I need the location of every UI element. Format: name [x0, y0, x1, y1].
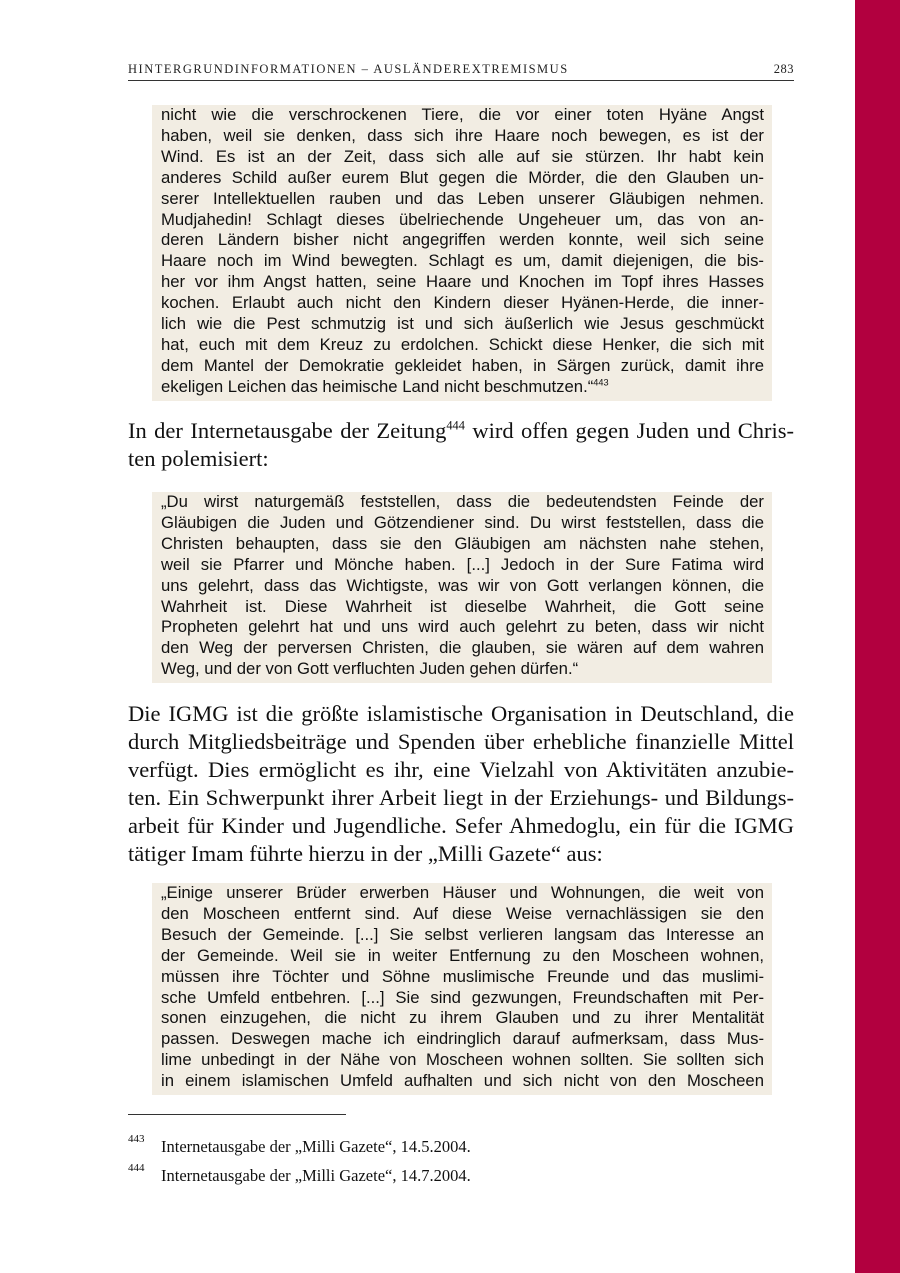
paragraph-line: Die IGMG ist die größte islamistische Organisation in Deutschland, die — [128, 701, 794, 726]
quote-line: haben, weil sie denken, dass sich ihre Haare noch bewegen, es ist der — [161, 125, 764, 145]
quote-block-1 — [152, 105, 772, 401]
footnote-number: 443 — [128, 1133, 145, 1145]
quote-line: den Weg der perversen Christen, die glauben, sie wären auf dem wahren — [161, 638, 764, 658]
paragraph-line — [128, 417, 794, 445]
quote-line: Besuch der Gemeinde. [...] Sie selbst verlieren langsam das Interesse an — [161, 924, 764, 944]
footnote-ref-443[interactable]: 443 — [593, 377, 609, 388]
quote-line: „Einige unserer Brüder erwerben Häuser und Wohnungen, die weit von — [161, 883, 764, 902]
running-header — [128, 62, 794, 81]
quote-line: Christen behaupten, dass sie den Gläubigen am nächsten nahe stehen, — [161, 533, 764, 553]
paragraph-line: durch Mitgliedsbeiträge und Spenden über erhebliche finanzielle Mittel — [128, 729, 794, 754]
quote-line: Haare noch im Wind bewegten. Schlagt es um, damit diejenigen, die bis- — [161, 251, 764, 271]
quote-line: sche Umfeld entbehren. [...] Sie sind gezwungen, Freundschaften mit Per- — [161, 987, 764, 1007]
footnote-text: Internetausgabe der „Milli Gazete“, 14.7.2004. — [161, 1166, 471, 1185]
quote-line: den Moscheen entfernt sind. Auf diese Weise vernachlässigen sie den — [161, 903, 764, 923]
quote-line: Gläubigen die Juden und Götzendiener sind. Du wirst feststellen, dass die — [161, 512, 764, 532]
paragraph-line: verfügt. Dies ermöglicht es ihr, eine Vielzahl von Aktivitäten anzubie- — [128, 757, 794, 782]
paragraph-text: In der Internetausgabe der Zeitung — [128, 418, 447, 443]
quote-line: Wahrheit ist. Diese Wahrheit ist dieselbe Wahrheit, die Gott seine — [161, 596, 764, 616]
body-paragraph-1 — [128, 417, 794, 473]
paragraph-line: ten polemisiert: — [128, 446, 269, 471]
page-number: 283 — [773, 62, 794, 76]
footnote-ref-444[interactable]: 444 — [446, 418, 465, 433]
quote-line: in einem islamischen Umfeld aufhalten und sich nicht von den Moscheen — [161, 1071, 764, 1091]
side-color-band — [855, 0, 900, 1273]
quote-line — [161, 377, 764, 398]
quote-line: Wind. Es ist an der Zeit, dass sich alle auf sie stürzen. Ihr habt kein — [161, 146, 764, 166]
quote-line: weil sie Pfarrer und Mönche haben. [...] Jedoch in der Sure Fatima wird — [161, 554, 764, 574]
header-title: HINTERGRUNDINFORMATIONEN – AUSLÄNDEREXTREMISMUS — [128, 62, 569, 76]
quote-block-2 — [152, 492, 772, 683]
quote-line: deren Ländern bisher nicht angegriffen werden konnte, weil sich seine — [161, 230, 764, 250]
quote-line: Mudjahedin! Schlagt dieses übelriechende Ungeheuer um, das von an- — [161, 209, 764, 229]
quote-line: sonen einzugehen, die nicht zu ihrem Glauben und zu ihrer Mentalität — [161, 1008, 764, 1028]
footnote-divider — [128, 1114, 346, 1115]
footnote-number: 444 — [128, 1162, 145, 1174]
quote-line: lime unbedingt in der Nähe von Moscheen wohnen sollten. Sie sollten sich — [161, 1050, 764, 1070]
paragraph-line: arbeit für Kinder und Jugendliche. Sefer Ahmedoglu, ein für die IGMG — [128, 813, 794, 838]
quote-line: lich wie die Pest schmutzig ist und sich äußerlich wie Jesus geschmückt — [161, 314, 764, 334]
quote-text: ekeligen Leichen das heimische Land nicht beschmutzen.“ — [161, 376, 594, 396]
paragraph-text: wird offen gegen Juden und Chris- — [464, 418, 794, 443]
quote-line: Propheten gelehrt hat und uns wird auch gelehrt zu beten, dass wir nicht — [161, 617, 764, 637]
quote-line: serer Intellektuellen rauben und das Leben unserer Gläubigen nehmen. — [161, 188, 764, 208]
footnote-text: Internetausgabe der „Milli Gazete“, 14.5.2004. — [161, 1137, 471, 1156]
quote-line: müssen ihre Töchter und Söhne muslimische Freunde und das muslimi- — [161, 966, 764, 986]
quote-line: hat, euch mit dem Kreuz zu erdolchen. Schickt diese Henker, die sich mit — [161, 334, 764, 354]
quote-line: „Du wirst naturgemäß feststellen, dass die bedeutendsten Feinde der — [161, 492, 764, 511]
quote-block-3 — [152, 883, 772, 1095]
paragraph-line: tätiger Imam führte hierzu in der „Milli Gazete“ aus: — [128, 841, 603, 866]
quote-line: dem Mantel der Demokratie gekleidet haben, in Särgen zurück, damit ihre — [161, 355, 764, 375]
quote-line: Weg, und der von Gott verfluchten Juden gehen dürfen.“ — [161, 659, 579, 679]
quote-line: anderes Schild außer eurem Blut gegen die Mörder, die den Glauben un- — [161, 167, 764, 187]
quote-line: uns gelehrt, dass das Wichtigste, was wir von Gott verlangen können, die — [161, 575, 764, 595]
body-paragraph-2 — [128, 700, 794, 868]
paragraph-line: ten. Ein Schwerpunkt ihrer Arbeit liegt in der Erziehungs- und Bildungs- — [128, 785, 794, 810]
quote-line: der Gemeinde. Weil sie in weiter Entfernung zu den Moscheen wohnen, — [161, 945, 764, 965]
quote-line: passen. Deswegen mache ich eindringlich darauf aufmerksam, dass Mus- — [161, 1029, 764, 1049]
quote-line: her vor ihm Angst hatten, seine Haare und Knochen im Topf ihres Hasses — [161, 272, 764, 292]
quote-line: nicht wie die verschrockenen Tiere, die vor einer toten Hyäne Angst — [161, 105, 764, 124]
quote-line: kochen. Erlaubt auch nicht den Kindern dieser Hyänen-Herde, die inner- — [161, 293, 764, 313]
